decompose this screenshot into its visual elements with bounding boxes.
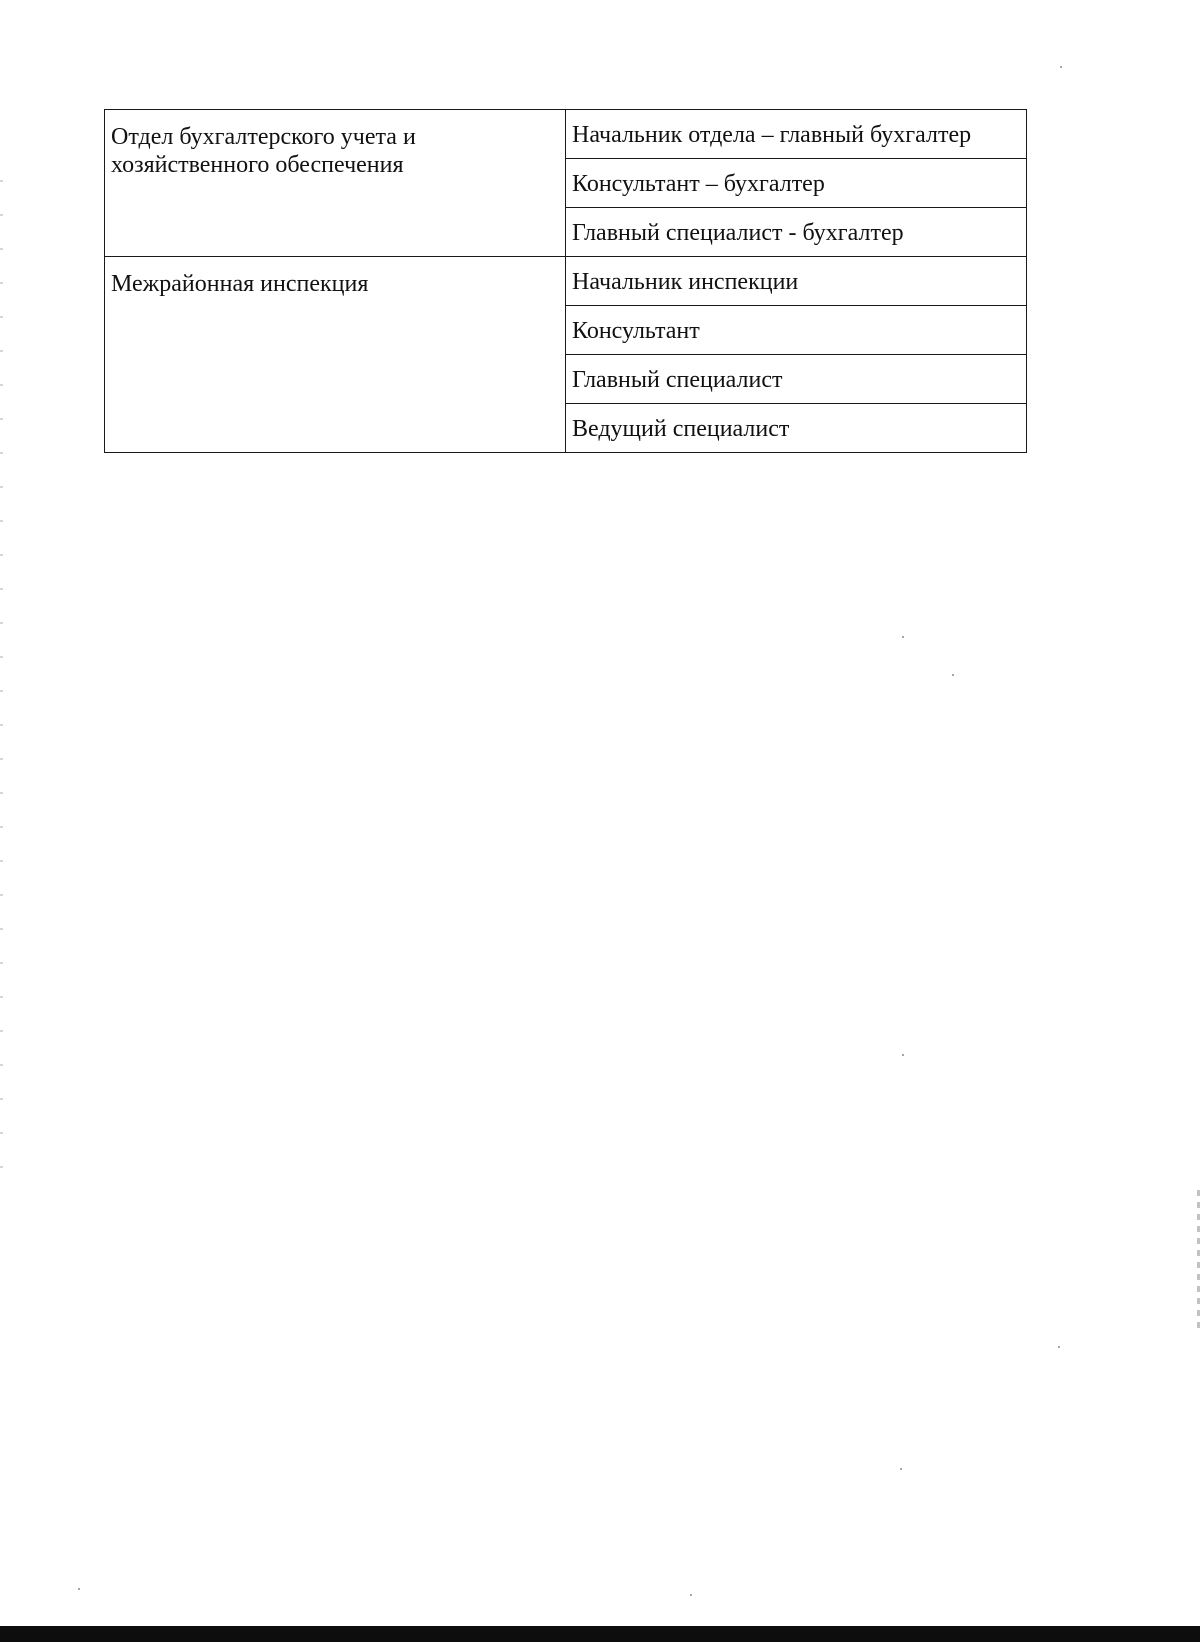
position-cell — [566, 159, 1027, 208]
scan-speck — [690, 1594, 692, 1596]
department-cell — [105, 257, 566, 453]
position-name: Главный специалист — [572, 367, 783, 393]
department-cell — [105, 110, 566, 257]
scan-speck — [1060, 66, 1062, 68]
scan-speck — [952, 674, 954, 676]
staff-positions-table — [104, 109, 1027, 453]
scan-speck — [902, 1054, 904, 1056]
scan-bottom-bar — [0, 1626, 1200, 1642]
department-name: Межрайонная инспекция — [111, 271, 369, 297]
department-name: Отдел бухгалтерского учета и хозяйственного обеспечения — [111, 124, 416, 178]
staff-table-container — [104, 109, 1027, 453]
table-row — [105, 257, 1027, 306]
position-cell — [566, 110, 1027, 159]
position-cell — [566, 208, 1027, 257]
position-name: Начальник отдела – главный бухгалтер — [572, 122, 972, 148]
position-cell — [566, 306, 1027, 355]
position-name: Консультант — [572, 318, 700, 344]
scan-left-edge-marks — [0, 180, 3, 1180]
position-cell — [566, 355, 1027, 404]
position-name: Ведущий специалист — [572, 416, 790, 442]
position-name: Консультант – бухгалтер — [572, 171, 825, 197]
position-name: Главный специалист - бухгалтер — [572, 220, 904, 246]
position-name: Начальник инспекции — [572, 269, 799, 295]
scan-speck — [900, 1468, 902, 1470]
scan-speck — [78, 1588, 80, 1590]
scan-speck — [1058, 1346, 1060, 1348]
position-cell — [566, 257, 1027, 306]
scan-speck — [902, 636, 904, 638]
position-cell — [566, 404, 1027, 453]
table-row — [105, 110, 1027, 159]
